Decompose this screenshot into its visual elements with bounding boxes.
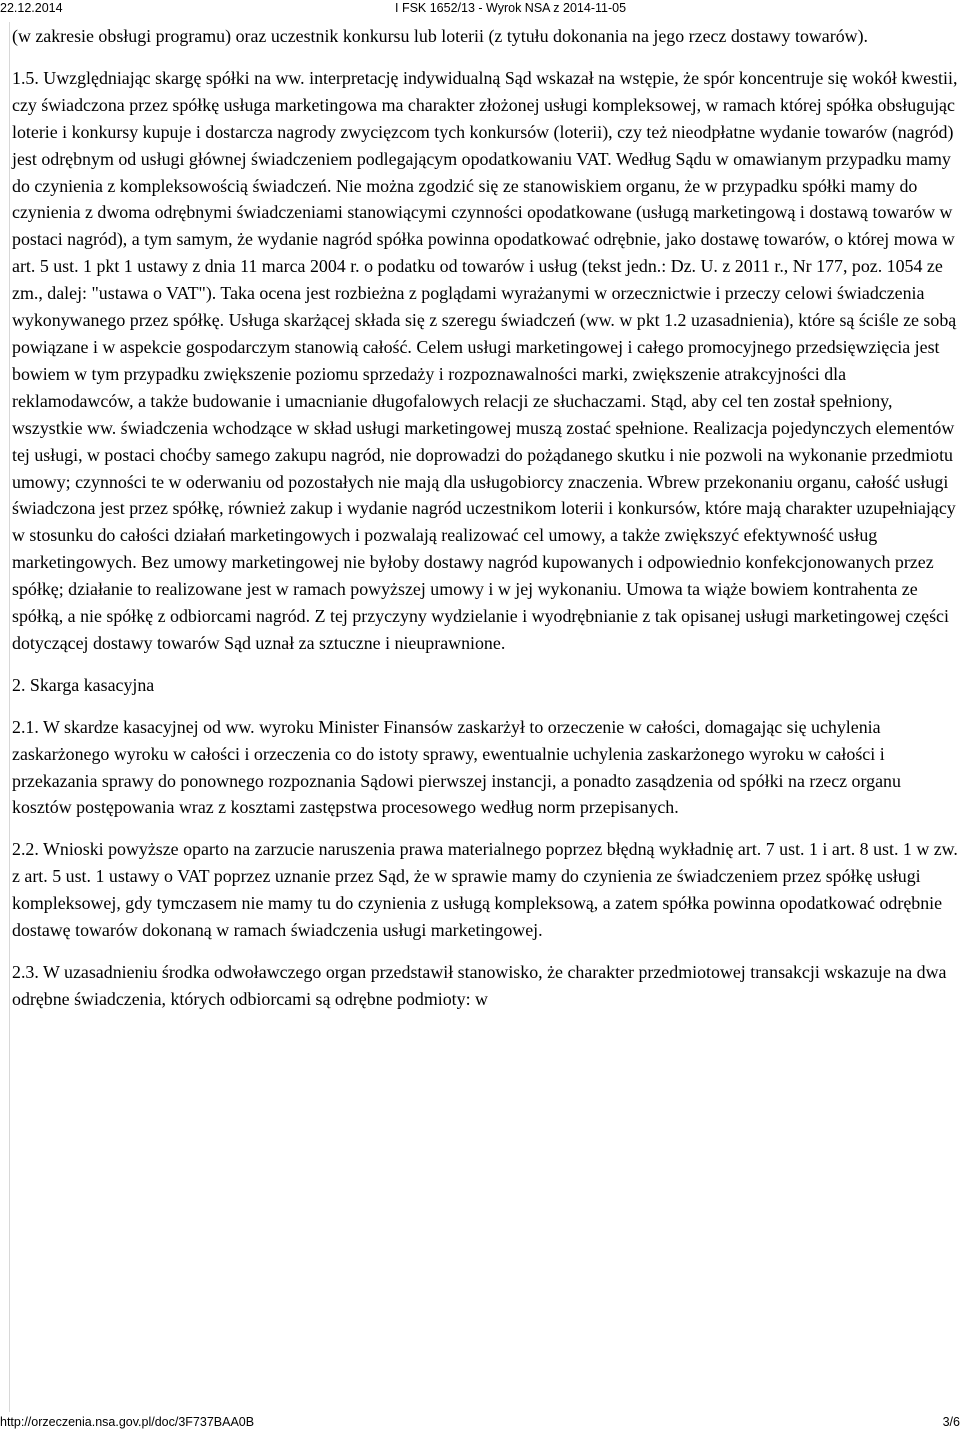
print-header bbox=[0, 0, 960, 20]
paragraph-2-1: 2.1. W skardze kasacyjnej od ww. wyroku Minister Finansów zaskarżył to orzeczenie w całości, domagając się uchylenia zaskarżonego wyroku w całości i orzeczenia co do istoty sprawy, ewentualnie uchylenia zaskarżonego wyroku w całości i przekazania sprawy do ponownego rozpoznania Sądowi pierwszej instancji, a ponadto zasądzenia od spółki na rzecz organu kosztów postępowania wraz z kosztami zastępstwa procesowego według norm przepisanych. bbox=[12, 716, 901, 818]
paragraph-2-3: 2.3. W uzasadnieniu środka odwoławczego organ przedstawił stanowisko, że charakter przedmiotowej transakcji wskazuje na dwa odrębne świadczenia, których odbiorcami są odrębne podmioty: w bbox=[12, 962, 947, 1009]
document-title: I FSK 1652/13 - Wyrok NSA z 2014-11-05 bbox=[395, 1, 627, 15]
content-left-rule bbox=[9, 22, 10, 1412]
page-number: 3/6 bbox=[942, 1415, 960, 1429]
paragraph-1-5: 1.5. Uwzględniając skargę spółki na ww. interpretację indywidualną Sąd wskazał na wstępie, że spór koncentruje się wokół kwestii, czy świadczona przez spółkę usługa marketingowa ma charakter złożonej usługi kompleksowej, w ramach której spółka obsługując loterie i konkursy kupuje i dostarcza nagrody zwycięzcom tych konkursów (loterii), czy też nieodpłatne wydanie towarów (nagród) jest odrębnym od usługi głównej świadczeniem podlegającym opodatkowaniu VAT. Według Sądu w omawianym przypadku mamy do czynienia z kompleksowością świadczeń. Nie można zgodzić się ze stanowiskiem organu, że w przypadku spółki mamy do czynienia z dwoma odrębnymi świadczeniami stanowiącymi czynności opodatkowane (usługą marketingową i dostawą towarów w postaci nagród), a tym samym, że wydanie nagród spółka powinna opodatkować odrębnie, jako dostawę towarów, o której mowa w art. 5 ust. 1 pkt 1 ustawy z dnia 11 marca 2004 r. o podatku od towarów i usług (tekst jedn.: Dz. U. z 2011 r., Nr 177, poz. 1054 ze zm., dalej: "ustawa o VAT"). Taka ocena jest rozbieżna z poglądami wyrażanymi w orzecznictwie i przeczy celowi świadczenia wykonywanego przez spółkę. Usługa skarżącej składa się z szeregu świadczeń (ww. w pkt 1.2 uzasadnienia), które są ściśle ze sobą powiązane i w aspekcie gospodarczym stanowią całość. Celem usługi marketingowej i całego promocyjnego przedsięwzięcia jest bowiem w tym przypadku zwiększenie poziomu sprzedaży i rozpoznawalności marki, zwiększenie atrakcyjności dla reklamodawców, a także budowanie i umacnianie długofalowych relacji ze słuchaczami. Stąd, aby cel ten został spełniony, wszystkie ww. świadczenia wchodzące w skład usługi marketingowej muszą zostać spełnione. Realizacja pojedynczych elementów tej usługi, w postaci choćby samego zakupu nagród, nie doprowadzi do pożądanego skutku i nie pozwoli na wykonanie przedmiotu umowy; czynności te w oderwaniu od pozostałych nie mają dla usługobiorcy znaczenia. Wbrew przekonaniu organu, całość usługi świadczona jest przez spółkę, również zakup i wydanie nagród uczestnikom loterii i konkursów, które mają charakter uzupełniający w stosunku do całości działań marketingowych i pozwalają realizować cel umowy, a także zwiększyć efektywność usług marketingowych. Bez umowy marketingowej nie byłoby dostawy nagród kupowanych i odpowiednio konfekcjonowanych przez spółkę; działanie to realizowane jest w ramach powyższej umowy i w jej wykonaniu. Umowa ta wiąże bowiem kontrahenta ze spółką, a nie spółkę z odbiorcami nagród. Z tej przyczyny wydzielanie i wyodrębnianie z tak opisanej usługi marketingowej części dotyczącej dostawy towarów Sąd uznał za sztuczne i nieuprawnione. bbox=[12, 67, 958, 653]
paragraph-continuation: (w zakresie obsługi programu) oraz uczestnik konkursu lub loterii (z tytułu dokonania na jego rzecz dostawy towarów). bbox=[12, 26, 868, 46]
print-footer bbox=[0, 1414, 960, 1433]
section-heading-skarga-kasacyjna: 2. Skarga kasacyjna bbox=[12, 674, 155, 695]
paragraph-2-2: 2.2. Wnioski powyższe oparto na zarzucie naruszenia prawa materialnego poprzez błędną wykładnię art. 7 ust. 1 i art. 8 ust. 1 w zw. z art. 5 ust. 1 ustawy o VAT poprzez uznanie przez Sąd, że w sprawie mamy do czynienia ze świadczeniem przez spółkę usługi kompleksowej, gdy tymczasem nie mamy tu do czynienia z usługą kompleksową, a zatem spółka powinna opodatkować odrębnie dostawę towarów dokonaną w ramach świadczenia usługi marketingowej. bbox=[12, 839, 958, 941]
document-url[interactable]: http://orzeczenia.nsa.gov.pl/doc/3F737BAA0B bbox=[0, 1415, 255, 1429]
print-date: 22.12.2014 bbox=[0, 1, 63, 15]
document-body bbox=[12, 23, 958, 1028]
